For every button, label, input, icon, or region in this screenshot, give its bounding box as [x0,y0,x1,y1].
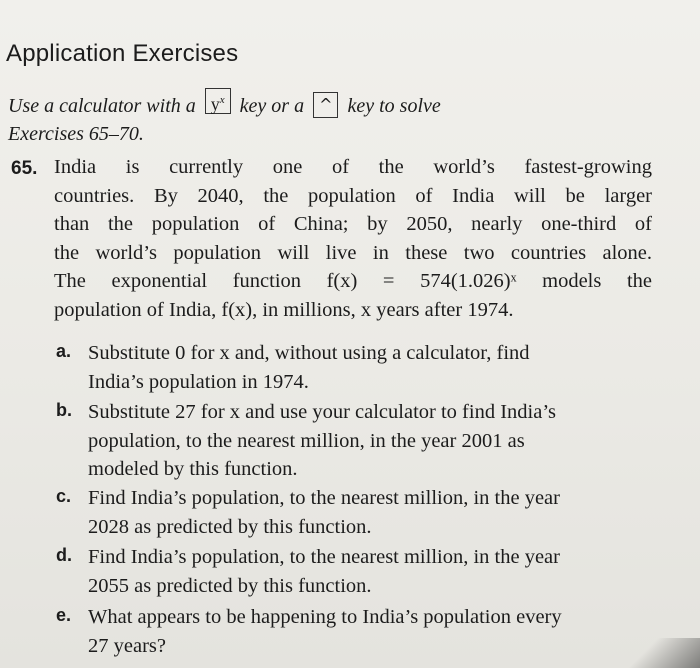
part-text [88,484,648,541]
stem-line: the world’s population will live in these two countries alone. [54,241,652,264]
part-letter: b. [56,400,72,420]
part-line: Find India’s population, to the nearest million, in the year [88,487,560,509]
instructions-text-2: key or a [239,95,305,117]
part-letter: e. [56,605,72,625]
stem-line: India is currently one of the world’s fastest-growing [54,156,652,178]
instructions-text-3: key to solve [347,95,441,117]
part-text [88,603,648,660]
part-line: modeled by this function. [88,458,298,480]
stem-line: than the population of China; by 2050, nearly one-third of [54,213,652,235]
section-heading: Application Exercises [6,40,239,67]
stem-line: countries. By 2040, the population of India will be larger [54,184,652,207]
instructions-text-1: Use a calculator with a [8,95,196,117]
part-line: What appears to be happening to India’s population every [88,606,562,628]
part-text [88,398,648,484]
part-line: population, to the nearest million, in the year 2001 as [88,429,525,452]
instructions [8,88,608,150]
part-line: Find India’s population, to the nearest million, in the year [88,546,560,568]
part-letter: c. [56,486,72,506]
part-text [88,543,648,600]
part-line: 27 years? [88,634,166,657]
power-key-exponent: x [219,94,225,106]
stem-line: The exponential function f(x) = 574(1.026)ˣ models the [54,270,652,292]
part-line: 2028 as predicted by this function. [88,515,372,538]
part-line: 2055 as predicted by this function. [88,574,372,597]
instructions-line-2: Exercises 65–70. [8,123,144,145]
power-key-icon [205,88,231,114]
part-line: India’s population in 1974. [88,370,309,393]
power-key-base: y [210,94,220,114]
part-letter: d. [56,545,72,565]
part-letter: a. [56,341,72,361]
page-corner-shadow [610,638,700,668]
part-line: Substitute 27 for x and use your calculator to find India’s [88,401,556,423]
exercise-stem [54,153,652,324]
instructions-line-1 [8,88,608,119]
exercise-number: 65. [11,158,38,179]
caret-key-label: ^ [319,95,333,114]
part-text [88,339,648,396]
part-line: Substitute 0 for x and, without using a calculator, find [88,342,530,364]
stem-line: population of India, f(x), in millions, x years after 1974. [54,298,514,321]
caret-key-icon [313,92,338,118]
